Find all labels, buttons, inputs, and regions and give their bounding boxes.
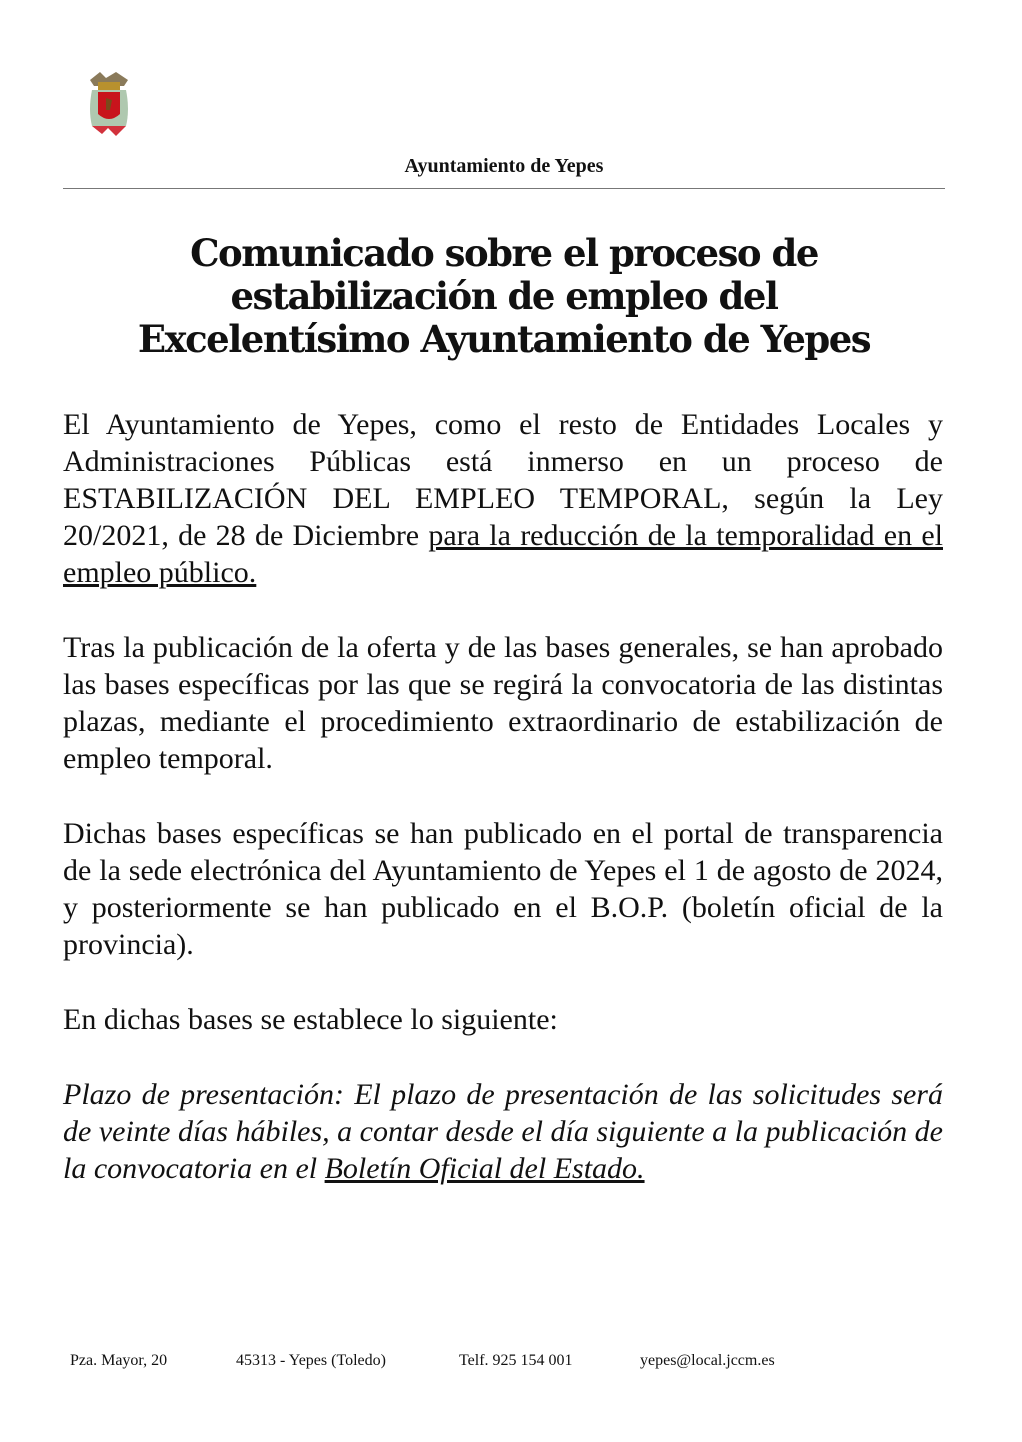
paragraph-publication: Dichas bases específicas se han publicado en el portal de transparencia de la sede electrónica del Ayuntamiento de Yepes el 1 de agosto de 2024, y posteriormente se han publicado en el B.O.P. (boletín oficial de la provincia). (63, 817, 943, 961)
paragraph-intro (63, 406, 943, 591)
organization-name: Ayuntamiento de Yepes (404, 155, 604, 177)
paragraph-bases: Tras la publicación de la oferta y de las bases generales, se han aprobado las bases específicas por las que se regirá la convocatoria de las distintas plazas, mediante el procedimiento extraordinario de estabilización de empleo temporal. (63, 631, 943, 775)
coat-of-arms-logo (86, 70, 132, 140)
document-body (63, 406, 943, 1225)
title-line: Comunicado sobre el proceso de (190, 231, 818, 275)
footer-phone: Telf. 925 154 001 (459, 1352, 573, 1369)
footer-email: yepes@local.jccm.es (640, 1352, 775, 1369)
paragraph-establishes: En dichas bases se establece lo siguiente: (63, 1003, 558, 1036)
title-line: Excelentísimo Ayuntamiento de Yepes (137, 317, 871, 361)
footer-address: Pza. Mayor, 20 (70, 1352, 168, 1369)
footer-city: 45313 - Yepes (Toledo) (236, 1352, 386, 1369)
law-title-link: para la reducción de la temporalidad en el empleo público. (63, 519, 943, 589)
boe-link: Boletín Oficial del Estado. (324, 1152, 645, 1185)
title-line: estabilización de empleo del (230, 274, 778, 318)
page-title (63, 232, 945, 361)
deadline-text: Plazo de presentación: El plazo de presentación de las solicitudes será de veinte días hábiles, a contar desde el día siguiente a la publicación de la convocatoria en el (63, 1078, 943, 1185)
paragraph-deadline (63, 1076, 943, 1187)
intro-text: El Ayuntamiento de Yepes, como el resto de Entidades Locales y Administraciones Públicas está inmerso en un proceso de ESTABILIZACIÓN DEL EMPLEO TEMPORAL, según la Ley 20/2021, de 28 de Diciembre (63, 408, 943, 552)
header-divider (63, 188, 945, 189)
